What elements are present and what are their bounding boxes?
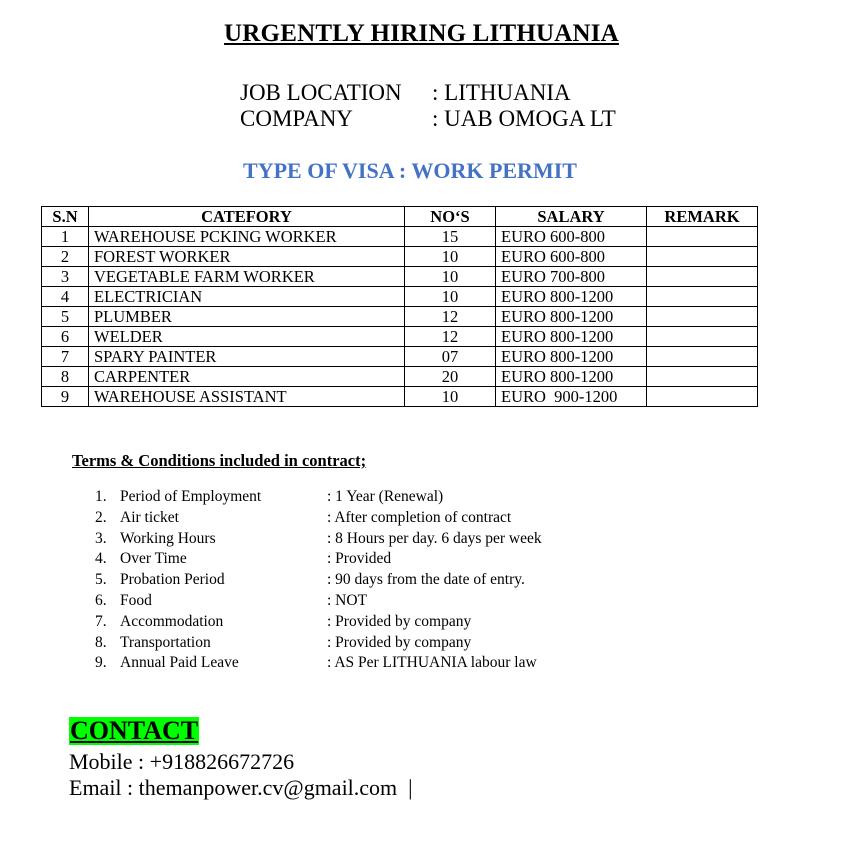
term-item xyxy=(95,634,542,655)
job-location-line xyxy=(240,80,571,106)
term-value: : Provided by company xyxy=(327,612,472,630)
term-label: Working Hours xyxy=(120,529,216,547)
cell-count: 10 xyxy=(405,287,496,307)
cell-salary: EURO 800-1200 xyxy=(496,327,647,347)
cell-salary: EURO 700-800 xyxy=(496,267,647,287)
cell-remark xyxy=(647,387,758,407)
term-label: Period of Employment xyxy=(120,488,262,505)
cell-category: CARPENTER xyxy=(89,367,405,387)
contact-heading: CONTACT xyxy=(70,716,199,745)
table-row xyxy=(42,247,758,267)
term-label: Transportation xyxy=(120,633,211,651)
table-header-row xyxy=(42,207,758,227)
cell-count: 07 xyxy=(405,347,496,367)
cell-category: WAREHOUSE PCKING WORKER xyxy=(89,227,405,247)
cell-remark xyxy=(647,347,758,367)
term-value: : NOT xyxy=(327,591,368,609)
table-row xyxy=(42,347,758,367)
cell-sn: 5 xyxy=(42,307,89,327)
term-value: : Provided by company xyxy=(327,633,472,651)
header-sn: S.N xyxy=(42,207,89,227)
term-label: Accommodation xyxy=(120,612,224,630)
contact-mobile: Mobile : +918826672726 xyxy=(69,749,295,774)
cell-sn: 2 xyxy=(42,247,89,267)
term-value: : 8 Hours per day. 6 days per week xyxy=(327,529,542,547)
cell-remark xyxy=(647,247,758,267)
term-number: 6. xyxy=(95,591,107,609)
cell-salary: EURO 600-800 xyxy=(496,227,647,247)
term-item xyxy=(95,530,542,551)
term-label: Probation Period xyxy=(120,571,225,589)
term-number: 3. xyxy=(95,529,107,547)
term-item xyxy=(95,571,542,592)
cell-category: VEGETABLE FARM WORKER xyxy=(89,267,405,287)
cell-remark xyxy=(647,327,758,347)
term-item xyxy=(95,613,542,634)
term-number: 5. xyxy=(95,571,107,589)
term-label: Annual Paid Leave xyxy=(120,654,239,672)
cell-salary: EURO 600-800 xyxy=(496,247,647,267)
cell-remark xyxy=(647,287,758,307)
table-row xyxy=(42,387,758,407)
cell-remark xyxy=(647,367,758,387)
table-row xyxy=(42,227,758,247)
terms-heading: Terms & Conditions included in contract; xyxy=(72,451,367,470)
table-row xyxy=(42,327,758,347)
table-row xyxy=(42,267,758,287)
visa-type: TYPE OF VISA : WORK PERMIT xyxy=(243,158,577,183)
term-item xyxy=(95,509,542,530)
term-number: 1. xyxy=(95,488,107,505)
cell-sn: 8 xyxy=(42,367,89,387)
cell-count: 12 xyxy=(405,307,496,327)
cell-category: PLUMBER xyxy=(89,307,405,327)
term-label: Food xyxy=(120,591,152,609)
term-item xyxy=(95,592,542,613)
cell-sn: 1 xyxy=(42,227,89,247)
table-row xyxy=(42,307,758,327)
term-label: Air ticket xyxy=(120,508,179,526)
term-number: 2. xyxy=(95,508,107,526)
header-salary: SALARY xyxy=(496,207,647,227)
term-value: : 1 Year (Renewal) xyxy=(327,488,444,505)
cell-category: FOREST WORKER xyxy=(89,247,405,267)
cell-sn: 6 xyxy=(42,327,89,347)
jobs-table-body xyxy=(42,227,758,407)
job-location-value: : LITHUANIA xyxy=(432,80,571,105)
company-line xyxy=(240,106,616,132)
cell-category: ELECTRICIAN xyxy=(89,287,405,307)
cell-salary: EURO 800-1200 xyxy=(496,287,647,307)
term-number: 9. xyxy=(95,654,107,672)
cell-count: 12 xyxy=(405,327,496,347)
term-number: 4. xyxy=(95,550,107,568)
cell-remark xyxy=(647,267,758,287)
cell-count: 10 xyxy=(405,247,496,267)
company-label: COMPANY xyxy=(240,106,353,131)
cell-sn: 9 xyxy=(42,387,89,407)
term-item xyxy=(95,654,542,675)
term-value: : Provided xyxy=(327,550,392,568)
cell-remark xyxy=(647,227,758,247)
cell-salary: EURO 800-1200 xyxy=(496,347,647,367)
cell-category: WELDER xyxy=(89,327,405,347)
term-value: : 90 days from the date of entry. xyxy=(327,571,525,589)
table-row xyxy=(42,367,758,387)
terms-list xyxy=(95,488,542,675)
cell-sn: 4 xyxy=(42,287,89,307)
term-label: Over Time xyxy=(120,550,187,568)
table-row xyxy=(42,287,758,307)
jobs-table xyxy=(41,206,758,407)
header-remark: REMARK xyxy=(647,207,758,227)
header-category: CATEFORY xyxy=(89,207,405,227)
cell-salary: EURO 800-1200 xyxy=(496,367,647,387)
cell-count: 10 xyxy=(405,267,496,287)
header-count: NO‘S xyxy=(405,207,496,227)
cell-count: 15 xyxy=(405,227,496,247)
company-value: : UAB OMOGA LT xyxy=(432,106,616,131)
term-number: 7. xyxy=(95,612,107,630)
job-location-label: JOB LOCATION xyxy=(240,80,402,105)
cell-salary: EURO 900-1200 xyxy=(496,387,647,407)
cell-sn: 7 xyxy=(42,347,89,367)
page-title: URGENTLY HIRING LITHUANIA xyxy=(224,20,619,47)
cell-salary: EURO 800-1200 xyxy=(496,307,647,327)
cell-count: 20 xyxy=(405,367,496,387)
cell-sn: 3 xyxy=(42,267,89,287)
cell-category: SPARY PAINTER xyxy=(89,347,405,367)
cell-remark xyxy=(647,307,758,327)
term-item xyxy=(95,488,542,509)
term-number: 8. xyxy=(95,633,107,651)
term-item xyxy=(95,550,542,571)
cell-category: WAREHOUSE ASSISTANT xyxy=(89,387,405,407)
term-value: : After completion of contract xyxy=(327,508,512,526)
term-value: : AS Per LITHUANIA labour law xyxy=(327,654,537,672)
cell-count: 10 xyxy=(405,387,496,407)
contact-email: Email : themanpower.cv@gmail.com | xyxy=(69,775,413,800)
